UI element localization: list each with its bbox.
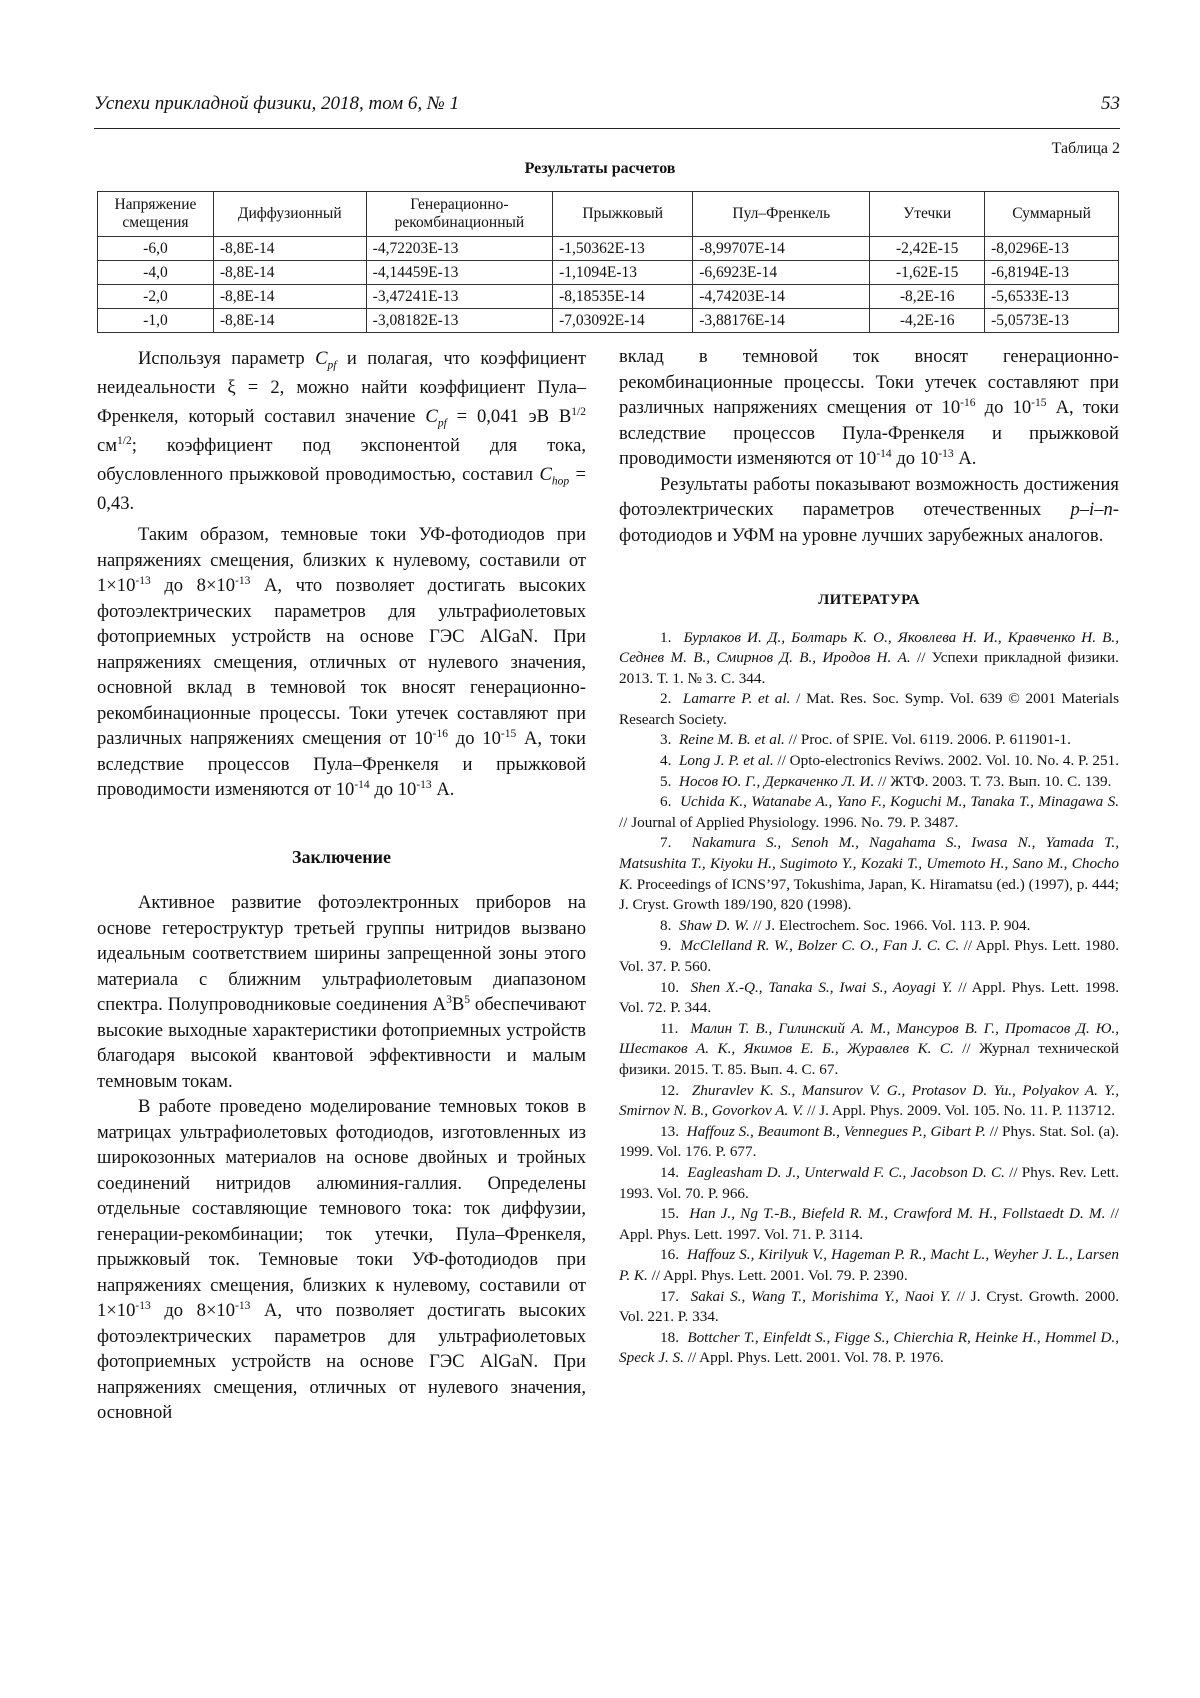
reference-item bbox=[619, 833, 1119, 915]
reference-item bbox=[619, 1081, 1119, 1122]
table-label: Таблица 2 bbox=[1051, 140, 1120, 157]
table-cell: -7,03092E-14 bbox=[553, 309, 693, 333]
references-title: ЛИТЕРАТУРА bbox=[818, 592, 920, 608]
reference-item bbox=[619, 1245, 1119, 1286]
column-header: Напряжение смещения bbox=[98, 192, 214, 237]
reference-source: // Appl. Phys. Lett. 2001. Vol. 79. P. 2390. bbox=[647, 1266, 908, 1284]
paragraph-results: Результаты работы показывают возможность достижения фотоэлектрических параметров отечественных p–i–n-фотодиодов и УФМ на уровне лучших зарубежных аналогов. bbox=[619, 473, 1119, 546]
reference-authors: Бурлаков И. Д., Болтарь К. О., Яковлева Н. И., Кравченко Н. В., Седнев М. В., Смирнов Д. В., Иродов Н. А. bbox=[619, 628, 1119, 667]
column-header: Генерационно- рекомбинационный bbox=[366, 192, 552, 237]
reference-source: // Appl. Phys. Lett. 1997. Vol. 71. P. 3114. bbox=[619, 1205, 1119, 1243]
reference-authors: Nakamura S., Senoh M., Nagahama S., Iwasa N., Yamada T., Matsushita T., Kiyoku H., Sugimoto Y., Kozaki T., Umemoto H., Sano M., Chocho K. bbox=[619, 834, 1119, 893]
reference-source: // Appl. Phys. Lett. 1998. Vol. 72. P. 344. bbox=[619, 978, 1119, 1017]
reference-authors: Lamarre P. et al. bbox=[682, 690, 791, 708]
reference-source: // Opto-electronics Reviws. 2002. Vol. 10. No. 4. P. 251. bbox=[773, 752, 1119, 770]
table-cell: -6,8194E-13 bbox=[985, 261, 1119, 285]
table-cell: -4,2E-16 bbox=[870, 309, 985, 333]
table-row bbox=[98, 309, 1119, 333]
table-cell: -6,6923E-14 bbox=[693, 261, 870, 285]
reference-number: 18. bbox=[660, 1328, 679, 1346]
table-cell: -5,0573E-13 bbox=[985, 309, 1119, 333]
table-cell: -4,74203E-14 bbox=[693, 285, 870, 309]
reference-number: 11. bbox=[660, 1019, 679, 1037]
reference-source: // Proc. of SPIE. Vol. 6119. 2006. P. 611901-1. bbox=[784, 731, 1071, 749]
table-cell: -8,2E-16 bbox=[870, 285, 985, 309]
reference-number: 7. bbox=[660, 834, 672, 852]
reference-authors: Haffouz S., Beaumont B., Vennegues P., Gibart P. bbox=[686, 1122, 986, 1140]
paragraph-conclusion-2: В работе проведено моделирование темновых токов в матрицах ультрафиолетовых фотодиодов, изготовленных из широкозонных материалов на основе двойных и тройных соединений нитридов алюминия-галлия. Определены отдельные составляющие темнового тока: ток диффузии, генерации-рекомбинации; ток утечки, Пула–Френкеля, прыжковый ток. Темновые токи УФ-фотодиодов при напряжениях смещения, близких к нулевому, составили от $1\times 10^{-13}$ до $8\times 10^{-13}$ А, что позволяет достигать высоких фотоэлектрических параметров для ультрафиолетовых фотоприемных устройств на основе ГЭС AlGaN. При напряжениях смещения, отличных от нулевого значения, основной bbox=[97, 1096, 586, 1423]
reference-authors: Haffouz S., Kirilyuk V., Hageman P. R., Macht L., Weyher J. L., Larsen P. K. bbox=[619, 1246, 1120, 1284]
reference-item bbox=[619, 689, 1119, 730]
reference-authors: McClelland R. W., Bolzer C. O., Fan J. C. C. bbox=[680, 937, 960, 955]
table-cell: -1,1094E-13 bbox=[553, 261, 693, 285]
reference-item bbox=[619, 978, 1119, 1019]
running-header bbox=[94, 90, 1120, 129]
reference-number: 15. bbox=[660, 1205, 679, 1223]
chop-symbol: $C_{hop}$ bbox=[539, 464, 570, 488]
cpf-symbol: $C_{pf}$ bbox=[315, 348, 337, 372]
table-row bbox=[98, 285, 1119, 309]
reference-item bbox=[619, 1204, 1119, 1245]
reference-authors: Носов Ю. Г., Деркаченко Л. И. bbox=[678, 772, 875, 790]
table-cell: -4,14459E-13 bbox=[366, 261, 552, 285]
reference-item bbox=[619, 1287, 1119, 1328]
reference-number: 16. bbox=[660, 1246, 679, 1264]
reference-item bbox=[619, 1122, 1119, 1163]
table-cell: -5,6533E-13 bbox=[985, 285, 1119, 309]
right-column bbox=[619, 344, 1119, 1369]
reference-number: 8. bbox=[660, 916, 672, 934]
reference-source: // J. Appl. Phys. 2009. Vol. 105. No. 11. P. 113712. bbox=[803, 1102, 1116, 1120]
table-cell: -3,08182E-13 bbox=[366, 309, 552, 333]
reference-item bbox=[619, 1019, 1119, 1081]
table-title: Результаты расчетов bbox=[524, 160, 676, 177]
reference-source: // J. Cryst. Growth. 2000. Vol. 221. P. 334. bbox=[619, 1287, 1119, 1326]
table-cell: -8,8E-14 bbox=[213, 285, 366, 309]
table-cell: -2,42E-15 bbox=[870, 237, 985, 261]
paragraph-pf-coefficient: Используя параметр $C_{pf}$ и полагая, что коэффициент неидеальности ξ = 2, можно найти коэффициент Пула–Френкеля, который составил значение $C_{pf} = 0,041$ эВ $В^{1/2}$ $см^{1/2}$; коэффициент под экспонентой для тока, обусловленного прыжковой проводимостью, составил $C_{hop} = 0,43$. bbox=[97, 348, 587, 514]
reference-item bbox=[619, 1163, 1119, 1204]
reference-source: // Phys. Rev. Lett. 1993. Vol. 70. P. 966. bbox=[619, 1163, 1120, 1202]
pin-term: p–i–n bbox=[1070, 499, 1113, 520]
reference-authors: Sakai S., Wang T., Morishima Y., Naoi Y. bbox=[690, 1287, 951, 1305]
table-cell: -4,0 bbox=[98, 261, 214, 285]
reference-item bbox=[619, 730, 1119, 751]
reference-authors: Eagleasham D. J., Unterwald F. C., Jacobson D. C. bbox=[687, 1163, 1005, 1181]
reference-number: 6. bbox=[660, 793, 672, 811]
left-column bbox=[97, 344, 586, 1426]
xi-equation: ξ = 2 bbox=[227, 377, 280, 398]
table-row bbox=[98, 261, 1119, 285]
reference-number: 17. bbox=[660, 1287, 679, 1305]
reference-source: / Mat. Res. Soc. Symp. Vol. 639 © 2001 Materials Research Society. bbox=[619, 690, 1120, 728]
reference-source: // ЖТФ. 2003. Т. 73. Вып. 10. С. 139. bbox=[874, 772, 1112, 790]
reference-number: 10. bbox=[660, 978, 679, 996]
reference-authors: Shen X.-Q., Tanaka S., Iwai S., Aoyagi Y. bbox=[690, 978, 953, 996]
page-number: 53 bbox=[1101, 93, 1120, 114]
table-row bbox=[98, 237, 1119, 261]
reference-source: // Журнал технической физики. 2015. Т. 85. Вып. 4. С. 67. bbox=[619, 1040, 1119, 1078]
reference-authors: Малин Т. В., Гилинский А. М., Мансуров В. Г., Протасов Д. Ю., Шестаков А. К., Якимов Е. Б., Журавлев К. С. bbox=[619, 1019, 1120, 1058]
column-header: Диффузионный bbox=[213, 192, 366, 237]
reference-number: 5. bbox=[660, 772, 672, 790]
reference-source: // Journal of Applied Physiology. 1996. No. 79. P. 3487. bbox=[619, 813, 959, 831]
reference-number: 9. bbox=[660, 937, 672, 955]
reference-number: 1. bbox=[660, 628, 672, 646]
reference-number: 13. bbox=[660, 1122, 679, 1140]
table-cell: -2,0 bbox=[98, 285, 214, 309]
reference-number: 2. bbox=[660, 690, 672, 708]
references-list bbox=[619, 628, 1119, 1369]
reference-number: 14. bbox=[660, 1163, 679, 1181]
table-cell: -8,8E-14 bbox=[213, 237, 366, 261]
table-cell: -8,18535E-14 bbox=[553, 285, 693, 309]
reference-item bbox=[619, 916, 1119, 937]
paragraph-dark-currents: Таким образом, темновые токи УФ-фотодиодов при напряжениях смещения, близких к нулевому, составили от $1\times 10^{-13}$ до $8\times 10^{-13}$ А, что позволяет достигать высоких фотоэлектрических параметров для ультрафиолетовых фотоприемных устройств на основе ГЭС AlGaN. При напряжениях смещения, отличных от нулевого значения, основной вклад в темновой ток вносят генерационно-рекомбинационные процессы. Токи утечек составляют при различных напряжениях смещения от $10^{-16}$ до $10^{-15}$ А, токи вследствие процессов Пула–Френкеля и прыжковой проводимости изменяются от $10^{-14}$ до $10^{-13}$ А. bbox=[97, 524, 586, 800]
section-title-conclusion: Заключение bbox=[292, 846, 391, 867]
reference-authors: Zhuravlev K. S., Mansurov V. G., Protasov D. Yu., Polyakov A. Y., Smirnov N. B., Govorkov A. V. bbox=[619, 1081, 1120, 1120]
reference-source: Proceedings of ICNS’97, Tokushima, Japan, K. Hiramatsu (ed.) (1997), p. 444; J. Cryst. Growth 189/190, 820 (1998). bbox=[619, 875, 1119, 914]
reference-number: 4. bbox=[660, 752, 672, 770]
table-cell: -1,50362E-13 bbox=[553, 237, 693, 261]
table-cell: -3,88176E-14 bbox=[693, 309, 870, 333]
column-header: Суммарный bbox=[985, 192, 1119, 237]
reference-item bbox=[619, 792, 1119, 833]
reference-source: // Appl. Phys. Lett. 2001. Vol. 78. P. 1976. bbox=[683, 1349, 944, 1367]
table-body bbox=[98, 237, 1119, 333]
reference-source: // J. Electrochem. Soc. 1966. Vol. 113. P. 904. bbox=[749, 916, 1031, 934]
table-cell: -8,8E-14 bbox=[213, 261, 366, 285]
reference-authors: Shaw D. W. bbox=[678, 916, 750, 934]
reference-number: 12. bbox=[660, 1081, 679, 1099]
paragraph-conclusion-1: Активное развитие фотоэлектронных приборов на основе гетероструктур третьей группы нитридов вызвано идеальным соответствием ширины запрещенной зоны этого материала с ближним ультрафиолетовым диапазоном спектра. Полупроводниковые соединения $A^3B^5$ обеспечивают высокие выходные характеристики фотоприемных устройств благодаря высокой квантовой эффективности и малым темновым токам. bbox=[97, 892, 586, 1092]
table-cell: -8,99707E-14 bbox=[693, 237, 870, 261]
reference-item bbox=[619, 936, 1119, 977]
table-cell: -4,72203E-13 bbox=[366, 237, 552, 261]
table-cell: -8,8E-14 bbox=[213, 309, 366, 333]
journal-title: Успехи прикладной физики, 2018, том 6, № 1 bbox=[94, 93, 460, 114]
reference-item bbox=[619, 1328, 1119, 1369]
reference-source: // Phys. Stat. Sol. (a). 1999. Vol. 176. P. 677. bbox=[619, 1122, 1120, 1161]
results-table bbox=[97, 191, 1119, 333]
table-header-row bbox=[98, 192, 1119, 237]
column-header: Утечки bbox=[870, 192, 985, 237]
reference-authors: Reine M. B. et al. bbox=[678, 731, 785, 749]
reference-source: // Успехи прикладной физики. 2013. Т. 1. № 3. С. 344. bbox=[619, 649, 1119, 687]
table-cell: -6,0 bbox=[98, 237, 214, 261]
reference-source: // Appl. Phys. Lett. 1980. Vol. 37. P. 560. bbox=[619, 937, 1120, 975]
reference-authors: Uchida K., Watanabe A., Yano F., Koguchi M., Tanaka T., Minagawa S. bbox=[680, 793, 1120, 811]
paragraph-continued: вклад в темновой ток вносят генерационно-рекомбинационные процессы. Токи утечек составляют при различных напряжениях смещения от $10^{-16}$ до $10^{-15}$ А, токи вследствие процессов Пула-Френкеля и прыжковой проводимости изменяются от $10^{-14}$ до $10^{-13}$ А. bbox=[619, 346, 1119, 469]
table-cell: -1,62E-15 bbox=[870, 261, 985, 285]
reference-item bbox=[619, 751, 1119, 772]
table-cell: -3,47241E-13 bbox=[366, 285, 552, 309]
reference-number: 3. bbox=[660, 731, 672, 749]
reference-item bbox=[619, 628, 1119, 690]
column-header: Прыжковый bbox=[553, 192, 693, 237]
column-header: Пул–Френкель bbox=[693, 192, 870, 237]
reference-authors: Long J. P. et al. bbox=[678, 752, 774, 770]
table-cell: -8,0296E-13 bbox=[985, 237, 1119, 261]
table-cell: -1,0 bbox=[98, 309, 214, 333]
cpf-symbol: $C_{pf}$ bbox=[425, 406, 447, 430]
reference-item bbox=[619, 772, 1119, 793]
reference-authors: Bottcher T., Einfeldt S., Figge S., Chierchia R, Heinke H., Hommel D., Speck J. S. bbox=[619, 1328, 1120, 1367]
reference-authors: Han J., Ng T.-B., Biefeld R. M., Crawford M. H., Follstaedt D. M. bbox=[689, 1205, 1106, 1223]
